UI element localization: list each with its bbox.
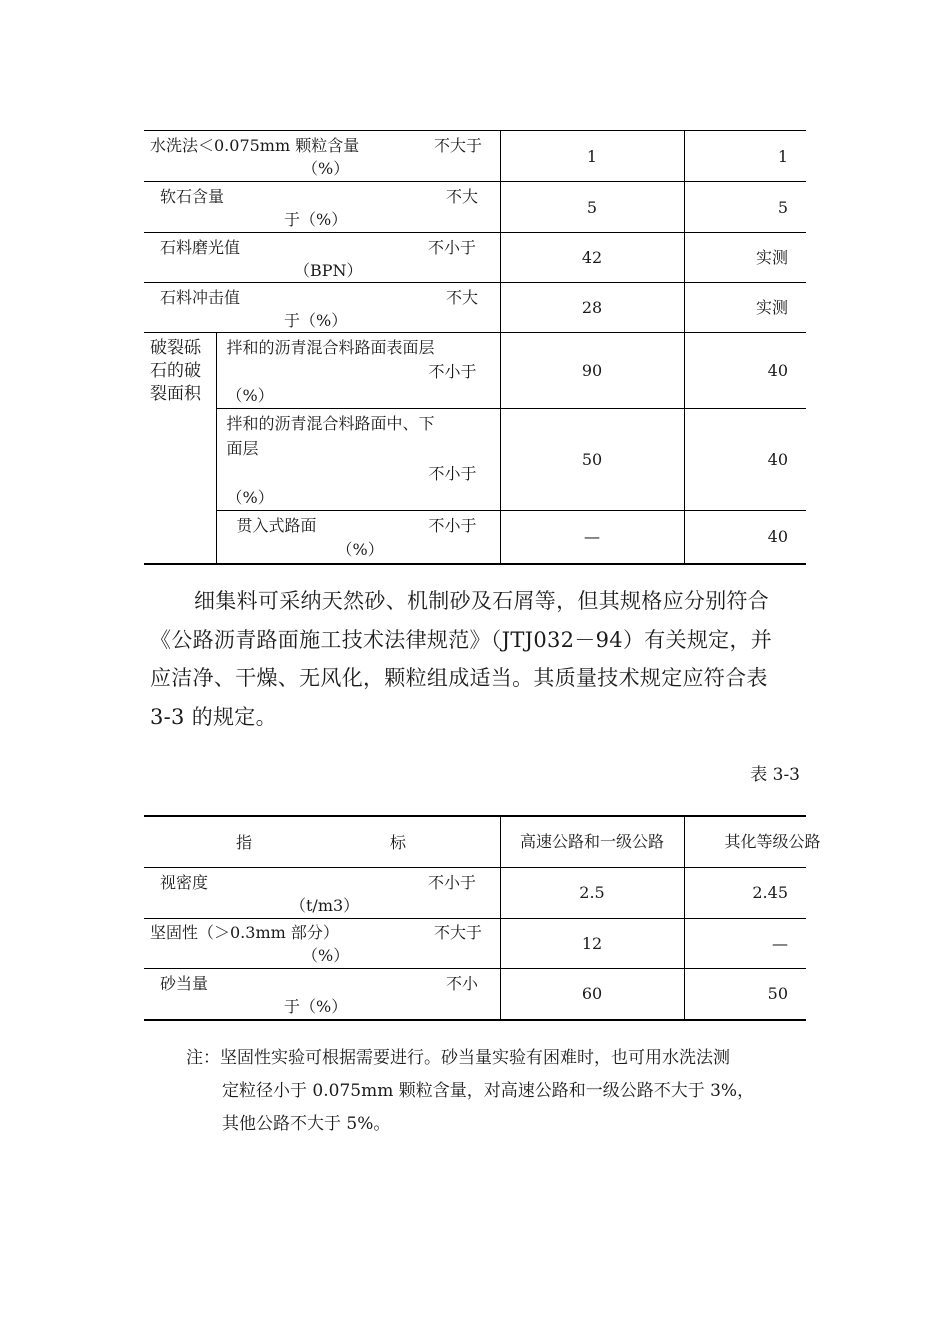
sub-label: 拌和的沥青混合料路面表面层 <box>226 337 435 357</box>
value-highway: 90 <box>500 333 684 409</box>
value-highway: 1 <box>500 131 684 182</box>
value-highway: 28 <box>500 283 684 333</box>
value-highway: 12 <box>500 918 684 968</box>
table-row <box>144 867 806 918</box>
row-qualifier: 不小于 <box>428 237 477 257</box>
sub-label-continued: 面层 <box>226 438 259 458</box>
header-highway: 高速公路和一级公路 <box>500 816 684 867</box>
value-other: 40 <box>684 511 806 564</box>
paragraph-line: 《公路沥青路面施工技术法律规范》（JTJ032－94）有关规定，并 <box>150 627 773 652</box>
header-other: 其化等级公路 <box>684 816 806 867</box>
table-row <box>144 182 806 233</box>
table-caption: 表 3-3 <box>750 765 800 785</box>
table-row <box>144 409 806 511</box>
value-highway: 2.5 <box>500 867 684 918</box>
table-row <box>144 233 806 283</box>
table-row <box>144 511 806 564</box>
fine-aggregate-table <box>144 815 821 1021</box>
body-paragraph <box>150 582 806 736</box>
row-label: 软石含量 <box>160 187 225 206</box>
sub-label: 贯入式路面 <box>236 515 317 535</box>
sub-qualifier: 不小于 <box>428 515 477 535</box>
table-header-row <box>144 816 806 867</box>
sub-qualifier: 不小于 <box>428 463 477 483</box>
row-label: 水洗法＜0.075mm 颗粒含量 <box>150 136 360 155</box>
value-other: 实测 <box>684 233 806 283</box>
header-indicator <box>144 816 500 867</box>
value-highway: 60 <box>500 968 684 1020</box>
row-label: 视密度 <box>160 872 209 892</box>
note-line: 定粒径小于 0.075mm 颗粒含量，对高速公路和一级公路不大于 3%， <box>222 1081 755 1101</box>
row-label-cell <box>144 867 500 918</box>
value-other: 实测 <box>684 283 806 333</box>
row-label: 石料冲击值 <box>160 287 241 307</box>
note-line: 其他公路不大于 5%。 <box>222 1114 391 1134</box>
header-indicator-a: 指 <box>236 832 253 852</box>
table-row <box>144 333 806 409</box>
group-label: 破裂砾 石的破 裂面积 <box>150 338 201 404</box>
value-highway: 5 <box>500 182 684 233</box>
sub-label-cell <box>216 409 500 511</box>
row-qualifier: 不大于 <box>434 923 483 942</box>
row-label-cell <box>144 233 500 283</box>
value-other: 40 <box>684 333 806 409</box>
table-row <box>144 283 806 333</box>
row-label: 砂当量 <box>160 973 209 993</box>
row-qualifier: 不小 <box>446 973 479 993</box>
row-qualifier: 不大 <box>446 287 479 307</box>
value-other: 40 <box>684 409 806 511</box>
row-qualifier: 不小于 <box>428 872 477 892</box>
paragraph-line: 细集料可采纳天然砂、机制砂及石屑等，但其规格应分别符合 <box>194 589 770 613</box>
note-line: 注：坚固性实验可根据需要进行。砂当量实验有困难时，也可用水洗法测 <box>186 1048 730 1068</box>
sub-unit: （%） <box>226 487 274 507</box>
row-unit: 于（%） <box>284 996 348 1016</box>
value-other: — <box>684 918 806 968</box>
value-other: 2.45 <box>684 867 806 918</box>
row-label: 石料磨光值 <box>160 237 241 257</box>
sub-qualifier: 不小于 <box>428 361 477 381</box>
row-qualifier: 不大 <box>446 187 479 206</box>
sub-label-cell <box>216 511 500 564</box>
sub-label: 拌和的沥青混合料路面中、下 <box>226 413 435 433</box>
row-unit: （t/m3） <box>290 895 360 915</box>
header-indicator-b: 标 <box>390 832 407 852</box>
coarse-aggregate-table <box>144 130 806 565</box>
table-row <box>144 968 806 1020</box>
value-other: 50 <box>684 968 806 1020</box>
row-label-cell <box>144 182 500 233</box>
row-label-cell <box>144 968 500 1020</box>
value-other: 5 <box>684 182 806 233</box>
table-note <box>186 1042 806 1141</box>
value-highway: 42 <box>500 233 684 283</box>
value-highway: 50 <box>500 409 684 511</box>
paragraph-line: 3-3 的规定。 <box>150 704 277 729</box>
value-highway: — <box>500 511 684 564</box>
value-other: 1 <box>684 131 806 182</box>
table-row <box>144 918 806 968</box>
sub-label-cell <box>216 333 500 409</box>
sub-unit: （%） <box>226 385 274 405</box>
paragraph-line: 应洁净、干燥、无风化，颗粒组成适当。其质量技术规定应符合表 <box>150 666 768 690</box>
sub-unit: （%） <box>336 539 384 559</box>
row-qualifier: 不大于 <box>434 136 483 155</box>
row-unit: （%） <box>302 159 350 178</box>
table-row <box>144 131 806 182</box>
row-label-cell <box>144 131 500 182</box>
row-unit: 于（%） <box>284 310 348 330</box>
row-label-cell <box>144 918 500 968</box>
row-unit: （%） <box>302 946 350 965</box>
row-label-cell <box>144 283 500 333</box>
group-label-cell <box>144 333 216 564</box>
row-unit: 于（%） <box>284 210 348 229</box>
row-unit: （BPN） <box>294 260 363 280</box>
row-label: 坚固性（＞0.3mm 部分） <box>150 923 339 942</box>
